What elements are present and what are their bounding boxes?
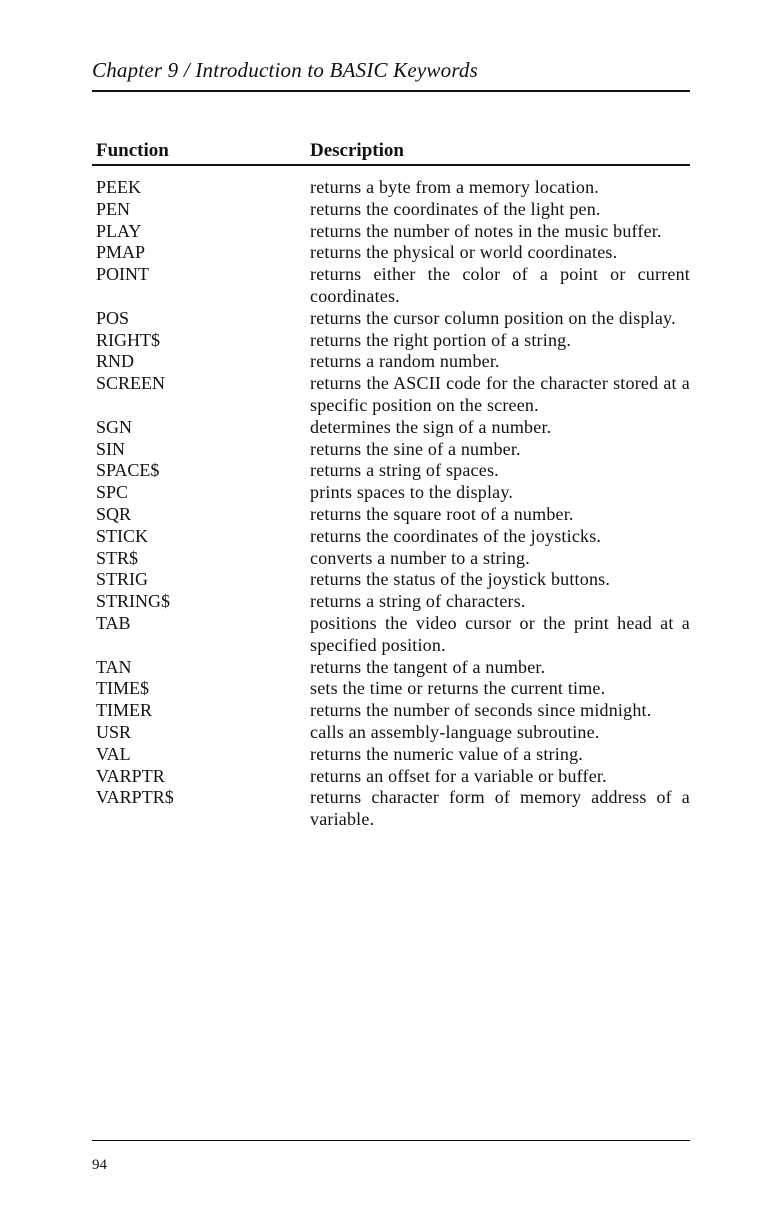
keyword-description: returns the status of the joystick buttons. (310, 569, 611, 590)
keyword-row-play (96, 221, 692, 243)
keyword-description: returns a byte from a memory location. (310, 177, 600, 197)
keyword-row-sqr (96, 504, 692, 526)
keyword-table (96, 177, 692, 831)
keyword-description: returns the square root of a number. (310, 503, 574, 524)
keyword-name: VARPTR (96, 765, 165, 786)
keyword-name: PLAY (96, 220, 142, 241)
keyword-row-rnd (96, 351, 692, 373)
keyword-description: returns a random number. (310, 351, 500, 372)
keyword-name: POS (96, 307, 130, 328)
keyword-description: returns a string of characters. (310, 591, 526, 612)
keyword-name: SQR (96, 503, 132, 524)
keyword-row-sgn (96, 417, 692, 439)
keyword-name: SCREEN (96, 373, 166, 394)
keyword-description: returns either the color of a point or current coordinates. (310, 264, 690, 306)
keyword-description: returns the coordinates of the joysticks. (310, 525, 602, 546)
table-header (92, 140, 690, 166)
keyword-description: returns the physical or world coordinates. (310, 242, 618, 263)
keyword-row-varptr (96, 766, 692, 788)
keyword-row-str (96, 548, 692, 570)
keyword-row-time (96, 678, 692, 700)
keyword-row-space (96, 460, 692, 482)
keyword-description: returns an offset for a variable or buffer. (310, 765, 607, 786)
keyword-name: STRING$ (96, 591, 171, 612)
keyword-description: returns the ASCII code for the character stored at a specific position on the screen. (310, 373, 690, 415)
keyword-name: SIN (96, 438, 126, 459)
keyword-row-pos (96, 308, 692, 330)
keyword-description: prints spaces to the display. (310, 482, 514, 503)
keyword-description: returns the tangent of a number. (310, 656, 546, 677)
keyword-row-strig (96, 569, 692, 591)
keyword-name: SPC (96, 482, 129, 503)
function-column-heading: Function (96, 140, 169, 161)
keyword-row-usr (96, 722, 692, 744)
keyword-description: returns the sine of a number. (310, 438, 521, 459)
keyword-description: converts a number to a string. (310, 547, 530, 568)
keyword-description: determines the sign of a number. (310, 416, 552, 437)
keyword-name: PEEK (96, 177, 141, 197)
keyword-description: returns a string of spaces. (310, 460, 499, 481)
keyword-description: returns the number of seconds since midnight. (310, 700, 652, 721)
keyword-description: returns the cursor column position on the display. (310, 307, 676, 328)
keyword-row-spc (96, 482, 692, 504)
keyword-description: returns the right portion of a string. (310, 329, 572, 350)
keyword-description: returns character form of memory address of a variable. (310, 787, 690, 830)
keyword-name: PMAP (96, 242, 146, 263)
keyword-name: SGN (96, 416, 133, 437)
keyword-row-string (96, 591, 692, 613)
keyword-row-sin (96, 439, 692, 461)
keyword-name: PEN (96, 198, 131, 219)
keyword-row-peek (96, 177, 692, 199)
keyword-name: TIMER (96, 700, 152, 721)
page-footer (92, 1140, 690, 1173)
keyword-name: STICK (96, 525, 149, 546)
keyword-name: SPACE$ (96, 460, 160, 481)
keyword-row-tan (96, 657, 692, 679)
keyword-name: VAL (96, 743, 131, 764)
keyword-description: returns the number of notes in the music buffer. (310, 220, 662, 241)
keyword-name: RND (96, 351, 135, 372)
keyword-description: positions the video cursor or the print head at a specified position. (310, 612, 690, 655)
description-column-heading: Description (310, 140, 404, 161)
keyword-name: USR (96, 721, 132, 742)
keyword-description: sets the time or returns the current time. (310, 678, 606, 699)
keyword-description: calls an assembly-language subroutine. (310, 721, 600, 742)
keyword-row-screen (96, 373, 692, 417)
keyword-row-timer (96, 700, 692, 722)
keyword-name: POINT (96, 264, 149, 285)
keyword-row-stick (96, 526, 692, 548)
chapter-title: Chapter 9 / Introduction to BASIC Keywords (92, 58, 478, 82)
page-number: 94 (92, 1157, 107, 1173)
keyword-name: TAB (96, 612, 131, 633)
keyword-row-point (96, 264, 692, 308)
keyword-name: TAN (96, 656, 132, 677)
keyword-description: returns the coordinates of the light pen. (310, 198, 601, 219)
page-header (92, 58, 690, 92)
keyword-name: RIGHT$ (96, 329, 160, 350)
keyword-row-tab (96, 613, 692, 657)
keyword-name: STRIG (96, 569, 149, 590)
keyword-name: TIME$ (96, 678, 149, 699)
keyword-row-val (96, 744, 692, 766)
keyword-name: VARPTR$ (96, 787, 174, 808)
keyword-description: returns the numeric value of a string. (310, 743, 584, 764)
keyword-row-pmap (96, 242, 692, 264)
keyword-row-pen (96, 199, 692, 221)
keyword-row-right (96, 330, 692, 352)
keyword-name: STR$ (96, 547, 139, 568)
keyword-row-varptr-string (96, 787, 692, 831)
